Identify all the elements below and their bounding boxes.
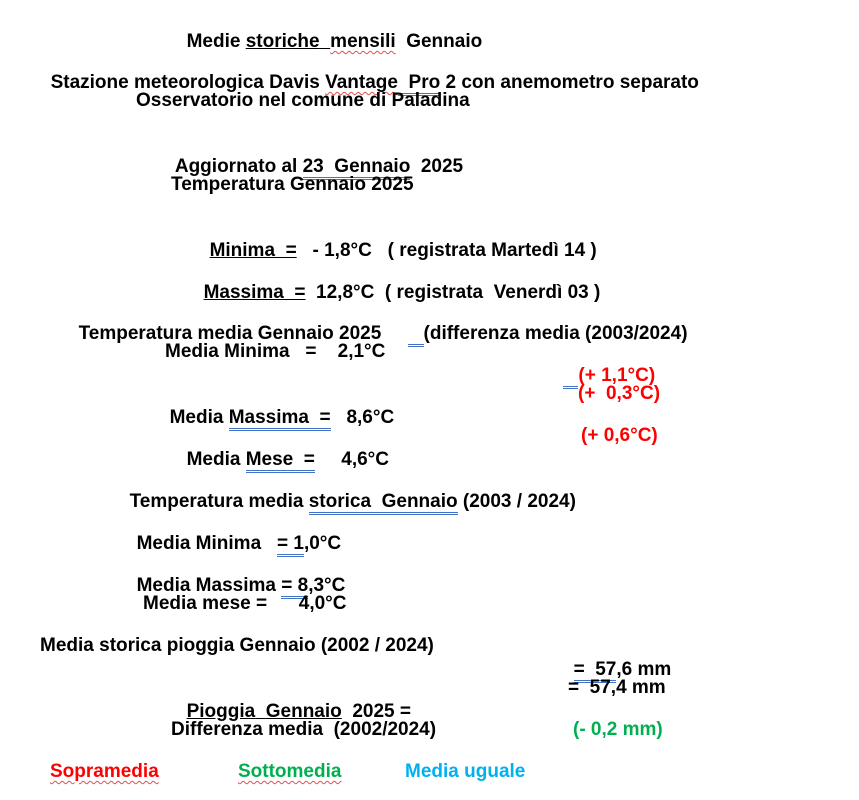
min-2025-line bbox=[199, 215, 597, 263]
station-pro: Pro bbox=[409, 72, 441, 96]
rain-historical-value: = 57,6 mm bbox=[563, 634, 671, 682]
title-storiche: storiche bbox=[245, 31, 320, 52]
observatory-line: Osservatorio nel comune di Paladina bbox=[136, 90, 470, 111]
rain-historical-label: Media storica pioggia Gennaio (2002 / 2024) bbox=[40, 635, 434, 656]
legend-media-uguale: Media uguale bbox=[405, 761, 526, 782]
max-value: 12,8°C ( registrata Venerdì 03 ) bbox=[305, 282, 601, 303]
min-label: Minima = bbox=[209, 240, 297, 261]
avg-min-2025: Media Minima = 2,1°C bbox=[165, 341, 386, 362]
avg-mese-2025: Media Mese = 4,6°C bbox=[176, 424, 389, 472]
max-label: Massima = bbox=[203, 282, 306, 303]
avg-max-2025: Media Massima = 8,6°C bbox=[159, 382, 394, 430]
rain-current-value: = 57,4 mm bbox=[568, 677, 666, 698]
historical-mese: Media mese = 4,0°C bbox=[143, 593, 347, 614]
historical-min: Media Minima = 1,0°C bbox=[126, 508, 341, 556]
rain-diff-label: Differenza media (2002/2024) bbox=[171, 719, 437, 740]
rain-diff-value: (- 0,2 mm) bbox=[573, 719, 663, 740]
updated-line: Aggiornato al 23 Gennaio 2025 bbox=[165, 131, 463, 179]
station-vantage: Vantage bbox=[325, 72, 398, 93]
updated-date: 23 Gennaio bbox=[303, 156, 411, 180]
avg-mese-2025-diff: (+ 0,6°C) bbox=[581, 425, 658, 446]
historical-heading: Temperatura media storica Gennaio (2003 / 2024) bbox=[119, 466, 576, 514]
avg-min-2025-diff: (+ 1,1°C) bbox=[552, 340, 655, 388]
station-line: Stazione meteorologica Davis Vantage Pro 2 con anemometro separato bbox=[40, 47, 699, 95]
legend-sottomedia: Sottomedia bbox=[238, 761, 342, 782]
historical-max: Media Massima = 8,3°C bbox=[126, 550, 345, 598]
legend-sopramedia: Sopramedia bbox=[50, 761, 159, 782]
title-mensili: mensili bbox=[330, 31, 396, 52]
avg-2025-heading: Temperatura media Gennaio 2025 (differenza media (2003/2024) bbox=[68, 298, 688, 346]
title: Medie storiche mensili Gennaio bbox=[186, 31, 483, 52]
min-value: - 1,8°C ( registrata Martedì 14 ) bbox=[296, 240, 597, 261]
rain-current-label: Pioggia Gennaio 2025 = bbox=[186, 701, 411, 722]
temp-2025-heading: Temperatura Gennaio 2025 bbox=[171, 174, 414, 195]
avg-max-2025-diff: (+ 0,3°C) bbox=[578, 383, 661, 404]
